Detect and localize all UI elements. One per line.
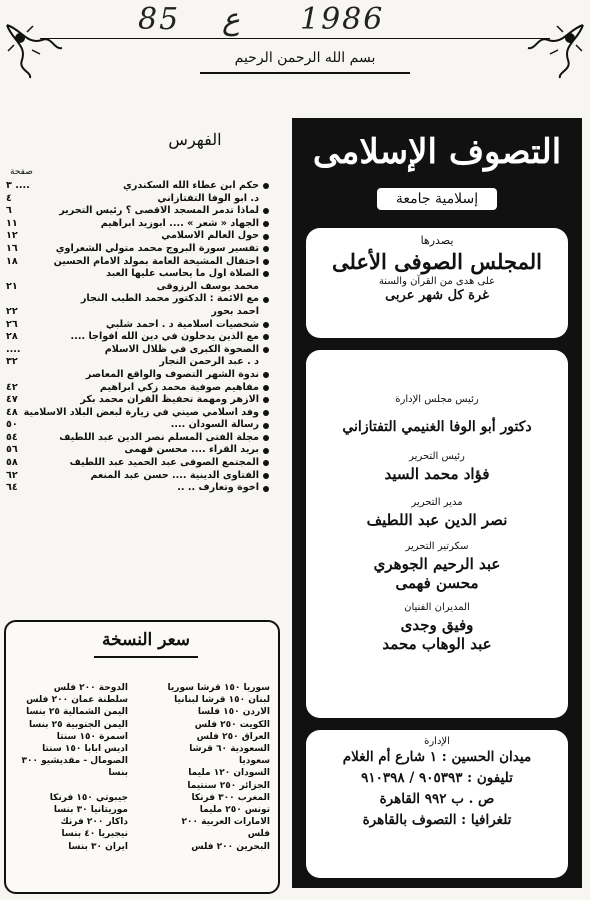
toc-entry-page: ٥٨ (6, 457, 18, 469)
bullet-icon (263, 448, 269, 454)
toc-entry-title: الازهر ومهمة تحفيظ القرآن محمد بكر (80, 394, 259, 406)
price-title: سعر النسخة (101, 630, 191, 650)
toc-entry (4, 444, 269, 457)
toc-entry-page: ١١ (6, 217, 18, 229)
board-chair-label: رئيس مجلس الإدارة (395, 394, 479, 405)
toc-entry-page: ٦٢ (6, 469, 18, 481)
bullet-icon (263, 385, 269, 391)
price-entry: سوريا ١٥٠ قرشا سوريا (167, 683, 270, 693)
toc-entry-page: ٢٦ (6, 318, 18, 330)
price-entry: اسمرة ١٥٠ سنتا (56, 731, 128, 742)
bullet-icon (263, 297, 269, 303)
publisher-frequency: غرة كل شهر عربى (385, 288, 489, 303)
bullet-icon (263, 271, 269, 277)
bullet-icon (263, 208, 269, 214)
toc-entry (4, 256, 269, 269)
toc-entry (4, 382, 269, 395)
toc-entry-title: احمد بحور (211, 305, 259, 317)
admin-card (306, 730, 568, 878)
toc-entry-title: ندوة الشهر التصوف والواقع المعاصر (85, 368, 259, 380)
price-entry: داكار ٢٠٠ فرنك (60, 817, 128, 828)
toc-entry-title: الفتاوى الدينية .... حسن عبد المنعم (90, 469, 259, 481)
toc-entry (4, 470, 269, 483)
price-column-right (168, 682, 270, 853)
price-entry (22, 780, 128, 792)
bullet-icon (263, 372, 269, 378)
header-rule (40, 38, 550, 39)
toc-entry-page: ٦٤ (6, 482, 18, 494)
price-entry: الكويت ٢٥٠ فلس (194, 719, 270, 730)
toc-entry-page: ٢٢ (6, 305, 18, 317)
art-director-name: وفيق وجدى (400, 616, 474, 634)
toc-entry (4, 331, 269, 344)
toc-entry (4, 293, 269, 306)
toc-entry-page: ٥٤ (6, 431, 18, 443)
basmala-underline (200, 72, 410, 74)
editorial-secretary-label: سكرتير التحرير (405, 541, 469, 552)
price-entry: البحرين ٢٠٠ فلس (191, 841, 270, 852)
price-entry: فلس (247, 829, 270, 840)
editorial-secretary-name: عبد الرحيم الجوهري (373, 555, 501, 573)
issued-by-label: يصدرها (420, 234, 454, 247)
toc-entry (4, 268, 269, 281)
toc-entry-title: مع الذين يدخلون في دين الله افواجا .... (70, 331, 259, 343)
toc-entry-title: مفاهيم صوفية محمد زكي ابراهيم (99, 381, 259, 393)
bullet-icon (263, 183, 269, 189)
toc-entry-title: محمد يوسف الرزوقى (156, 280, 259, 292)
bullet-icon (263, 473, 269, 479)
magazine-subtitle: إسلامية جامعة (377, 188, 497, 210)
toc-entry (4, 193, 269, 206)
bullet-icon (263, 334, 269, 340)
toc-list (4, 180, 269, 495)
toc-entry-title: احتفال المشيخة العامة بمولد الامام الحسين (53, 255, 259, 267)
toc-entry-page: ٢١ (6, 280, 18, 292)
toc-entry (4, 419, 269, 432)
editor-in-chief-label: رئيس التحرير (409, 451, 465, 462)
toc-entry (4, 344, 269, 357)
board-chair-name: دكتور أبو الوفا الغنيمي التفتازاني (342, 419, 532, 435)
toc-entry-title: تفسير سورة البروج محمد متولي الشعراوي (55, 242, 259, 254)
price-entry: اليمن الشمالية ٢٥ بنسا (26, 707, 128, 718)
price-title-underline (94, 656, 198, 658)
price-entry: السودان ١٢٠ مليما (188, 768, 270, 779)
price-entry: ايران ٣٠ بنسا (68, 841, 128, 852)
admin-telegram: تلغرافيا : التصوف بالقاهرة (362, 812, 512, 828)
toc-entry-title: بريد القراء .... محسن فهمى (124, 444, 259, 456)
toc-entry-title: مجلة الفتى المسلم نصر الدين عبد اللطيف (59, 431, 259, 443)
toc-entry (4, 457, 269, 470)
handwritten-number: 85 (138, 2, 181, 37)
toc-entry-page: ٥٦ (6, 444, 18, 456)
bullet-icon (263, 410, 269, 416)
toc-entry (4, 482, 269, 495)
price-entry: الجزائر ٢٥٠ سنتيما (187, 780, 270, 791)
handwritten-mark: ع (222, 2, 240, 37)
toc-entry (4, 306, 269, 319)
editorial-secretary-name: محسن فهمى (395, 574, 479, 592)
toc-entry-page: .... (6, 343, 21, 355)
toc-entry-page: ٤٧ (6, 394, 18, 406)
toc-entry-page: ١٢ (6, 230, 18, 242)
toc-entry-title: الجهاد « شعر » .... ابوزيد ابراهيم (100, 217, 259, 229)
toc-entry (4, 319, 269, 332)
toc-entry-page: ٥٠ (6, 419, 18, 431)
toc-entry (4, 356, 269, 369)
corner-ornament-right-icon (518, 20, 588, 80)
price-entry: موريتانيا ٣٠ بنسا (53, 805, 128, 816)
basmala: بسم الله الرحمن الرحيم (234, 50, 376, 66)
toc-entry (4, 180, 269, 193)
toc-entry-page: ٤ (6, 192, 12, 204)
toc-entry-page: .... ٣ (6, 180, 30, 191)
magazine-title: التصوف الإسلامى (312, 132, 562, 172)
publisher-name: المجلس الصوفى الأعلى (332, 249, 542, 274)
toc-entry-title: المجتمع الصوفى عبد الحميد عبد اللطيف (69, 457, 259, 469)
admin-pobox: ص . ب ٩٩٢ القاهرة (379, 791, 495, 807)
price-entry: السعودية ٦٠ قرشا (189, 744, 270, 755)
editor-in-chief-name: فؤاد محمد السيد (384, 465, 490, 483)
toc-entry (4, 394, 269, 407)
price-entry: نيجيريا ٤٠ بنسا (61, 829, 128, 840)
price-entry: بنسا (108, 768, 128, 779)
bullet-icon (263, 234, 269, 240)
bullet-icon (263, 246, 269, 252)
toc-entry-title: لماذا تدمر المسجد الاقصى ؟ رئيس التحرير (59, 205, 259, 217)
corner-ornament-left-icon (2, 20, 72, 80)
price-entry: المغرب ٣٠٠ فرنكا (191, 792, 270, 803)
toc-entry-title: اخوة وتعارف .. .. (177, 482, 259, 494)
price-entry: اديس ابابا ١٥٠ سنتا (42, 744, 128, 755)
price-entry: الصومال - مقديشيو ٣٠٠ (21, 756, 128, 767)
toc-entry-page: ١٨ (6, 255, 18, 267)
price-entry: الامارات العربية ٢٠٠ (181, 817, 270, 828)
bullet-icon (263, 322, 269, 328)
toc-entry (4, 407, 269, 420)
price-column-left (22, 682, 128, 853)
toc-entry-title: وفد اسلامي صيني في زيارة لبعض البلاد الاسلامية (23, 406, 259, 418)
publisher-tagline: على هدى من القرآن والسنة (378, 276, 496, 287)
toc-entry (4, 218, 269, 231)
toc-entry-title: مع الائمة : الدكتور محمد الطيب النجار (80, 293, 259, 305)
price-entry: اليمن الجنوبية ٢٥ بنسا (28, 719, 128, 730)
masthead-panel (292, 118, 582, 888)
toc-entry (4, 243, 269, 256)
bullet-icon (263, 486, 269, 492)
toc-title: الفهرس (168, 130, 222, 149)
price-entry: سعوديا (239, 756, 270, 767)
bullet-icon (263, 259, 269, 265)
toc-entry-page: ١٦ (6, 242, 18, 254)
bullet-icon (263, 435, 269, 441)
toc-entry-page: ٢٨ (6, 331, 18, 343)
toc-entry-title: حكم ابن عطاء الله السكندري (123, 180, 259, 191)
bullet-icon (263, 397, 269, 403)
managing-editor-name: نصر الدين عبد اللطيف (366, 511, 508, 529)
toc-entry-title: د. ابو الوفا التفتازاني (157, 192, 259, 204)
managing-editor-label: مدير التحرير (411, 497, 463, 508)
admin-address: ميدان الحسين : ١ شارع أم الغلام (342, 749, 532, 765)
toc-entry-title: الصلاة اول ما يحاسب عليها العبد (106, 268, 259, 280)
price-entry: تونس ٢٥٠ مليما (199, 805, 270, 816)
price-entry: سلطنة عمان ٢٠٠ فلس (26, 695, 128, 706)
bullet-icon (263, 221, 269, 227)
price-entry: جيبوتي ١٥٠ فرنكا (49, 792, 128, 803)
toc-entry-title: حول العالم الاسلامي (161, 230, 259, 242)
price-entry: لبنان ١٥٠ قرشا لبنانيا (174, 695, 270, 706)
toc-page-label: صفحة (10, 167, 33, 177)
toc-entry (4, 369, 269, 382)
price-entry: العراق ٢٥٠ فلس (196, 731, 270, 742)
toc-entry-title: رسالة السودان .... (170, 419, 259, 431)
publisher-card (306, 228, 568, 338)
toc-entry-page: ٤٨ (6, 406, 18, 418)
toc-entry-title: د . عبد الرحمن النجار (159, 356, 259, 368)
bullet-icon (263, 347, 269, 353)
toc-entry (4, 205, 269, 218)
admin-phone: تليفون : ٩٠٥٣٩٣ / ٩١٠٣٩٨ (361, 770, 513, 786)
toc-entry (4, 281, 269, 294)
toc-entry (4, 230, 269, 243)
art-directors-label: المديران الفنيان (404, 602, 470, 613)
price-box (4, 620, 280, 894)
art-director-name: عبد الوهاب محمد (382, 635, 492, 653)
toc-entry-title: الصحوة الكبرى في ظلال الاسلام (104, 343, 259, 355)
handwritten-year: 1986 (300, 2, 385, 37)
admin-label: الإدارة (424, 736, 450, 747)
bullet-icon (263, 423, 269, 429)
staff-card (306, 350, 568, 718)
price-entry: الدوحة ٢٠٠ فلس (53, 683, 128, 693)
bullet-icon (263, 460, 269, 466)
price-entry: الاردن ١٥٠ فلسا (197, 707, 270, 718)
toc-entry-page: ٦ (6, 205, 12, 217)
toc-entry-title: شخصيات اسلامية د . احمد شلبي (105, 318, 259, 330)
toc-entry-page: ٣٢ (6, 356, 18, 368)
toc-entry-page: ٤٢ (6, 381, 18, 393)
toc-entry (4, 432, 269, 445)
